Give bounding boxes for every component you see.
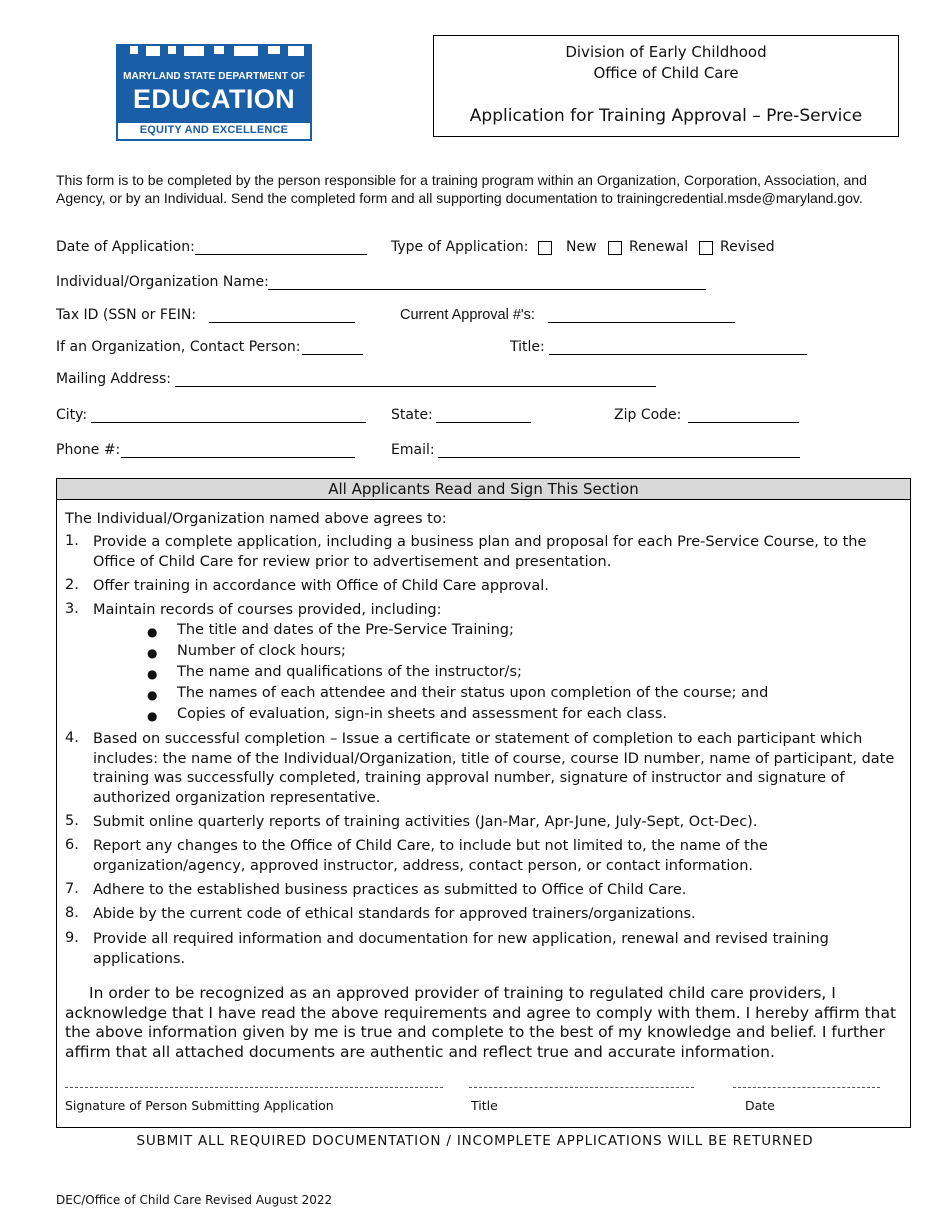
tax-id-label: Tax ID (SSN or FEIN: xyxy=(56,307,197,323)
contact-field[interactable] xyxy=(302,354,363,355)
item-number: 9. xyxy=(65,930,79,946)
division-name: Division of Early Childhood xyxy=(565,43,767,61)
contact-label: If an Organization, Contact Person: xyxy=(56,339,301,355)
item-number: 5. xyxy=(65,813,79,829)
signer-title-label: Title xyxy=(471,1098,498,1113)
item-number: 2. xyxy=(65,577,79,593)
record-item: The title and dates of the Pre-Service Training; xyxy=(177,622,514,638)
agreement-item: Offer training in accordance with Office of Child Care approval. xyxy=(93,578,549,594)
msde-logo xyxy=(116,44,312,141)
record-item: The name and qualifications of the instructor/s; xyxy=(177,664,522,680)
name-field[interactable] xyxy=(268,289,706,290)
renewal-option-label: Renewal xyxy=(629,239,689,255)
logo-name: EDUCATION xyxy=(132,84,296,114)
city-label: City: xyxy=(56,407,88,423)
agreement-item: Abide by the current code of ethical standards for approved trainers/organizations. xyxy=(93,906,696,922)
approval-label: Current Approval #'s: xyxy=(400,307,535,323)
agreement-item: Based on successful completion – Issue a certificate or statement of completion to each participant which includes: the name of the Individual/Organization, title of course, course ID number, name of participant, date training was successfully completed, training approval number, signature of instructor and signature of authorized organization representative. xyxy=(93,731,895,806)
signer-title-field[interactable] xyxy=(469,1087,694,1088)
record-item: The names of each attendee and their status upon completion of the course; and xyxy=(177,685,769,701)
signature-date-label: Date xyxy=(745,1098,775,1113)
name-label: Individual/Organization Name: xyxy=(56,274,269,290)
record-item: Number of clock hours; xyxy=(177,643,346,659)
logo-banner xyxy=(118,46,310,123)
new-option-label: New xyxy=(566,239,597,255)
office-name: Office of Child Care xyxy=(593,64,739,82)
agreement-section xyxy=(56,478,911,1128)
date-label: Date of Application: xyxy=(56,239,195,255)
city-field[interactable] xyxy=(91,422,366,423)
email-field[interactable] xyxy=(438,457,800,458)
agreement-item: Provide all required information and documentation for new application, renewal and revised training applications. xyxy=(93,931,829,967)
signature-label: Signature of Person Submitting Application xyxy=(65,1098,334,1113)
revision-footer: DEC/Office of Child Care Revised August 2022 xyxy=(56,1193,333,1207)
form-title: Application for Training Approval – Pre-Service xyxy=(469,106,863,126)
address-label: Mailing Address: xyxy=(56,371,172,387)
item-number: 3. xyxy=(65,601,79,617)
type-label: Type of Application: xyxy=(391,239,529,255)
logo-tagline: EQUITY AND EXCELLENCE xyxy=(139,124,289,136)
tax-id-field[interactable] xyxy=(209,322,355,323)
zip-label: Zip Code: xyxy=(614,407,682,423)
item-number: 8. xyxy=(65,905,79,921)
item-number: 4. xyxy=(65,730,79,746)
state-label: State: xyxy=(391,407,433,423)
affirmation-paragraph: In order to be recognized as an approved provider of training to regulated child care providers, I acknowledge that I have read the above requirements and agree to comply with them. I hereby affirm that the above information given by me is true and complete to the best of my knowledge and belief. I further affirm that all attached documents are authentic and reflect true and accurate information. xyxy=(65,984,897,1061)
bullet-icon: ● xyxy=(147,625,158,639)
bullet-icon: ● xyxy=(147,646,158,660)
revised-checkbox[interactable] xyxy=(699,241,713,255)
item-number: 1. xyxy=(65,533,79,549)
item-number: 7. xyxy=(65,881,79,897)
approval-field[interactable] xyxy=(548,322,735,323)
address-field[interactable] xyxy=(175,386,656,387)
renewal-checkbox[interactable] xyxy=(608,241,622,255)
title-label: Title: xyxy=(510,339,545,355)
state-field[interactable] xyxy=(436,422,531,423)
email-label: Email: xyxy=(391,442,435,458)
bullet-icon: ● xyxy=(147,688,158,702)
agreement-intro: The Individual/Organization named above agrees to: xyxy=(65,511,447,527)
header-box xyxy=(433,35,899,137)
signature-date-field[interactable] xyxy=(733,1087,880,1088)
title-field[interactable] xyxy=(549,354,807,355)
new-checkbox[interactable] xyxy=(538,241,552,255)
revised-option-label: Revised xyxy=(720,239,775,255)
bullet-icon: ● xyxy=(147,709,158,723)
date-field[interactable] xyxy=(195,254,367,255)
agreement-item: Report any changes to the Office of Child Care, to include but not limited to, the name of the organization/agency, approved instructor, address, contact person, or contact information. xyxy=(93,838,768,874)
submission-email[interactable]: trainingcredential.msde@maryland.gov. xyxy=(616,190,863,206)
zip-field[interactable] xyxy=(688,422,799,423)
intro-paragraph xyxy=(56,171,876,207)
intro-text: This form is to be completed by the person responsible for a training program within an Organization, Corporation, Association, and Agency, or by an Individual. Send the completed form and all supporting documentation to xyxy=(56,172,867,206)
agreement-item: Adhere to the established business practices as submitted to Office of Child Care. xyxy=(93,882,687,898)
bullet-icon: ● xyxy=(147,667,158,681)
logo-department: MARYLAND STATE DEPARTMENT OF xyxy=(123,71,305,82)
item-number: 6. xyxy=(65,837,79,853)
agreement-heading: All Applicants Read and Sign This Section xyxy=(57,479,910,500)
phone-field[interactable] xyxy=(121,457,355,458)
submit-notice: SUBMIT ALL REQUIRED DOCUMENTATION / INCOMPLETE APPLICATIONS WILL BE RETURNED xyxy=(136,1133,814,1149)
record-item: Copies of evaluation, sign-in sheets and assessment for each class. xyxy=(177,706,668,722)
agreement-item: Submit online quarterly reports of training activities (Jan-Mar, Apr-June, July-Sept, Oct-Dec). xyxy=(93,814,758,830)
flag-pattern-icon xyxy=(118,46,310,58)
phone-label: Phone #: xyxy=(56,442,121,458)
agreement-item: Maintain records of courses provided, including: xyxy=(93,602,442,618)
agreement-item: Provide a complete application, including a business plan and proposal for each Pre-Service Course, to the Office of Child Care for review prior to advertisement and presentation. xyxy=(93,534,867,570)
signature-field[interactable] xyxy=(65,1087,443,1088)
